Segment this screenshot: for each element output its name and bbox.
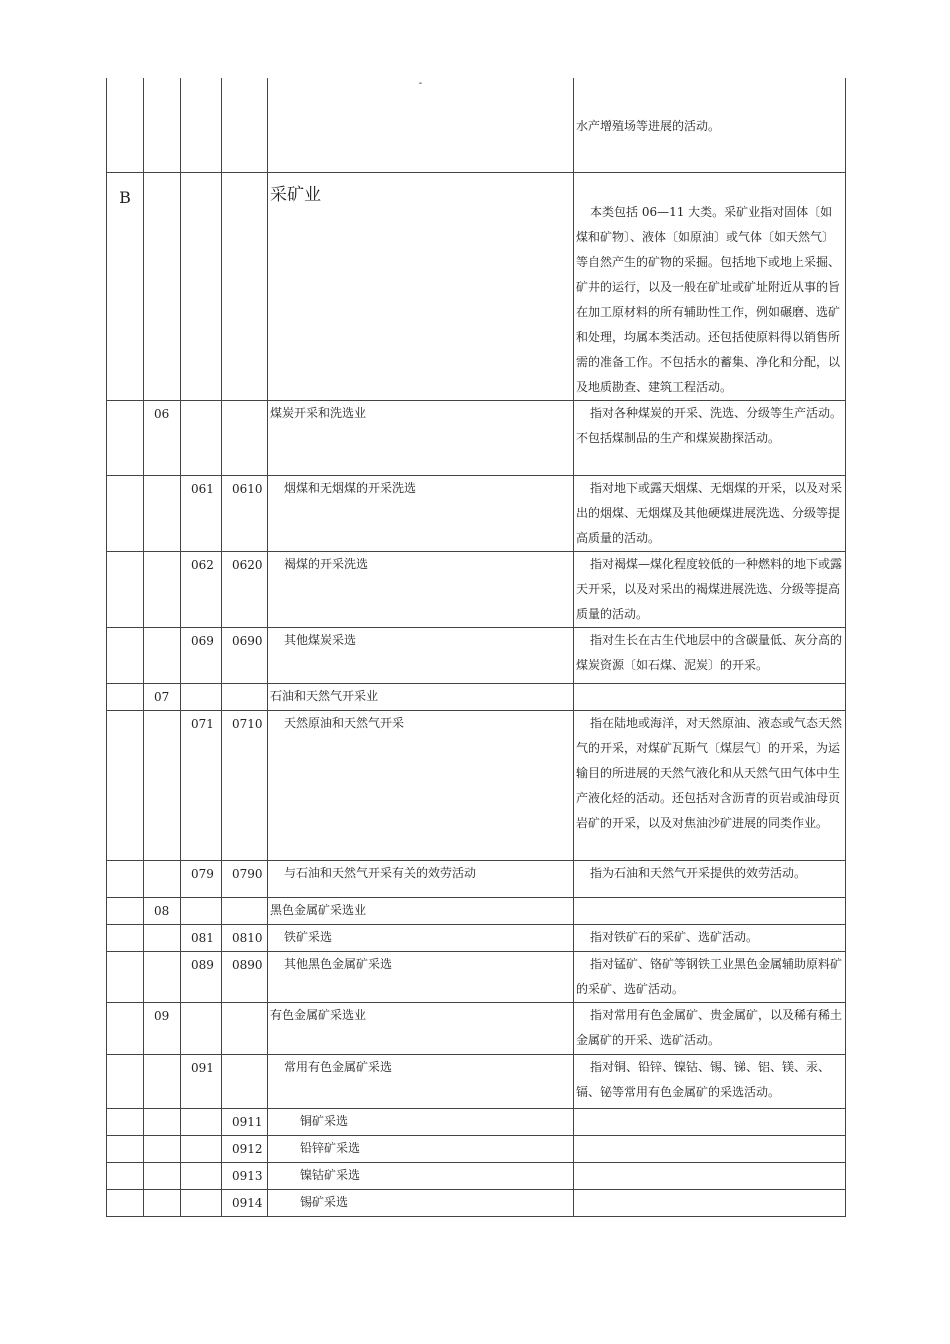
table-body <box>107 400 846 1216</box>
small-code <box>222 924 268 951</box>
small-code <box>222 1135 268 1162</box>
minor-code-text: 079 <box>191 866 214 881</box>
section-letter: B <box>107 172 144 400</box>
door-cell <box>107 1002 144 1054</box>
small-code <box>222 400 268 475</box>
small-code <box>222 951 268 1002</box>
category-name <box>268 475 574 551</box>
minor-code <box>181 924 222 951</box>
category-description-text: 指对铜、铅锌、镍钴、锡、锑、铝、镁、汞、镉、铋等常用有色金属矿的采选活动。 <box>576 1059 831 1099</box>
category-description <box>574 683 846 710</box>
minor-code-text: 061 <box>191 481 214 496</box>
small-code <box>222 710 268 860</box>
major-code <box>144 400 181 475</box>
category-name-text: 锡矿采选 <box>300 1194 349 1209</box>
major-code-text: 08 <box>154 903 170 918</box>
category-name <box>268 1108 574 1135</box>
category-description <box>574 475 846 551</box>
category-name-text: 铅锌矿采选 <box>300 1140 361 1155</box>
category-description-text: 指对生长在古生代地层中的含碳量低、灰分高的煤炭资源〔如石煤、泥炭〕的开采。 <box>576 632 843 672</box>
small-code-text: 0790 <box>232 866 263 881</box>
table-row <box>107 951 846 1002</box>
category-name <box>268 897 574 924</box>
category-name <box>268 551 574 627</box>
category-description-text: 指对铁矿石的采矿、选矿活动。 <box>590 929 759 944</box>
small-code <box>222 475 268 551</box>
minor-code <box>181 1002 222 1054</box>
small-cell <box>222 172 268 400</box>
minor-code <box>181 1054 222 1108</box>
category-description <box>574 924 846 951</box>
minor-code <box>181 551 222 627</box>
major-code <box>144 924 181 951</box>
category-description <box>574 1054 846 1108</box>
category-name <box>268 1002 574 1054</box>
major-code <box>144 683 181 710</box>
minor-code <box>181 897 222 924</box>
minor-code <box>181 400 222 475</box>
major-code <box>144 1135 181 1162</box>
small-code <box>222 1002 268 1054</box>
major-code-text: 09 <box>154 1008 170 1023</box>
category-name-text: 天然原油和天然气开采 <box>284 715 405 730</box>
category-description <box>574 1135 846 1162</box>
category-description-text: 指对各种煤炭的开采、洗选、分级等生产活动。不包括煤制品的生产和煤炭勘探活动。 <box>576 405 843 445</box>
small-code-text: 0890 <box>232 957 263 972</box>
category-description <box>574 1162 846 1189</box>
category-description <box>574 710 846 860</box>
category-name <box>268 1135 574 1162</box>
category-name-text: 褐煤的开采洗选 <box>284 556 369 571</box>
major-code <box>144 1002 181 1054</box>
table-row <box>107 475 846 551</box>
description-text: 本类包括 06—11 大类。采矿业指对固体〔如煤和矿物〕、液体〔如原油〕或气体〔如天然气〕等自然产生的矿物的采掘。包括地下或地上采掘、矿井的运行，以及一般在矿址或矿址附近从事的旨在加工原材料的所有辅助性工作，例如碾磨、选矿和处理，均属本类活动。还包括使原料得以销售所需的准备工作。不包括水的蓄集、净化和分配，以及地质勘查、建筑工程活动。 <box>576 204 841 394</box>
category-description-text: 指对常用有色金属矿、贵金属矿，以及稀有稀土金属矿的开采、选矿活动。 <box>576 1007 843 1047</box>
minor-code-text: 071 <box>191 716 214 731</box>
table-row <box>107 897 846 924</box>
minor-cell <box>181 172 222 400</box>
major-code <box>144 710 181 860</box>
category-description-text: 指对地下或露天烟煤、无烟煤的开采，以及对采出的烟煤、无烟煤及其他硬煤进展洗选、分级等提高质量的活动。 <box>576 480 843 545</box>
category-description <box>574 1002 846 1054</box>
door-cell <box>107 1135 144 1162</box>
category-name-text: 有色金属矿采选业 <box>270 1007 367 1022</box>
minor-code <box>181 683 222 710</box>
minor-code <box>181 1135 222 1162</box>
door-cell <box>107 710 144 860</box>
table-row <box>107 1002 846 1054</box>
minor-code <box>181 951 222 1002</box>
door-cell <box>107 683 144 710</box>
section-description <box>574 172 846 400</box>
door-cell <box>107 860 144 897</box>
category-name <box>268 1162 574 1189</box>
small-code <box>222 627 268 683</box>
small-code <box>222 683 268 710</box>
major-code <box>144 1189 181 1216</box>
category-name <box>268 951 574 1002</box>
small-code <box>222 1162 268 1189</box>
small-code-text: 0914 <box>232 1195 263 1210</box>
category-description <box>574 860 846 897</box>
category-name-text: 其他煤炭采选 <box>284 632 357 647</box>
category-name <box>268 1189 574 1216</box>
category-name-text: 其他黑色金属矿采选 <box>284 956 393 971</box>
door-cell <box>107 627 144 683</box>
minor-code-text: 081 <box>191 930 214 945</box>
small-code-text: 0620 <box>232 557 263 572</box>
category-description-text: 指在陆地或海洋，对天然原油、液态或气态天然气的开采，对煤矿瓦斯气〔煤层气〕的开采，为运输目的所进展的天然气液化和从天然气田气体中生产液化烃的活动。还包括对含沥青的页岩或油母页岩矿的开采，以及对焦油沙矿进展的同类作业。 <box>576 715 843 830</box>
category-description-text: 指对锰矿、铬矿等钢铁工业黑色金属辅助原料矿的采矿、选矿活动。 <box>576 956 843 996</box>
table-row <box>107 400 846 475</box>
small-code-text: 0912 <box>232 1141 263 1156</box>
industry-classification-table <box>106 78 846 1217</box>
door-cell <box>107 551 144 627</box>
door-cell <box>107 951 144 1002</box>
major-code <box>144 951 181 1002</box>
category-name <box>268 860 574 897</box>
small-code-text: 0810 <box>232 930 263 945</box>
table-row <box>107 1135 846 1162</box>
table-row <box>107 78 846 172</box>
category-name <box>268 924 574 951</box>
minor-code <box>181 475 222 551</box>
major-code <box>144 1054 181 1108</box>
category-name-text: 煤炭开采和洗选业 <box>270 405 367 420</box>
category-description <box>574 951 846 1002</box>
category-name-text: 与石油和天然气开采有关的效劳活动 <box>284 865 477 880</box>
minor-code <box>181 860 222 897</box>
table-row <box>107 1108 846 1135</box>
small-code <box>222 860 268 897</box>
small-code <box>222 551 268 627</box>
category-name <box>268 400 574 475</box>
table-row <box>107 710 846 860</box>
small-code <box>222 1189 268 1216</box>
major-code <box>144 1162 181 1189</box>
category-name-text: 铁矿采选 <box>284 929 333 944</box>
small-code <box>222 1054 268 1108</box>
table-row <box>107 627 846 683</box>
category-name-text: 镍钴矿采选 <box>300 1167 361 1182</box>
dash-mark: - <box>418 78 423 89</box>
category-description <box>574 400 846 475</box>
category-name <box>268 710 574 860</box>
major-code <box>144 860 181 897</box>
category-name-text: 黑色金属矿采选业 <box>270 902 367 917</box>
table-row <box>107 924 846 951</box>
door-cell <box>107 897 144 924</box>
major-code <box>144 551 181 627</box>
category-name <box>268 627 574 683</box>
category-description <box>574 627 846 683</box>
category-name-text: 烟煤和无烟煤的开采洗选 <box>284 480 417 495</box>
major-code <box>144 1108 181 1135</box>
section-name: 采矿业 <box>268 172 574 400</box>
small-code-text: 0710 <box>232 716 263 731</box>
category-name-text: 铜矿采选 <box>300 1113 349 1128</box>
minor-code <box>181 627 222 683</box>
minor-code <box>181 710 222 860</box>
major-code <box>144 897 181 924</box>
major-code-text: 06 <box>154 406 170 421</box>
category-description <box>574 551 846 627</box>
small-code-text: 0913 <box>232 1168 263 1183</box>
category-description <box>574 1108 846 1135</box>
minor-code-text: 089 <box>191 957 214 972</box>
door-cell <box>107 1108 144 1135</box>
table-row <box>107 551 846 627</box>
major-code <box>144 627 181 683</box>
small-code-text: 0610 <box>232 481 263 496</box>
description-cell <box>574 78 846 172</box>
category-description <box>574 1189 846 1216</box>
category-name-text: 石油和天然气开采业 <box>270 688 379 703</box>
category-description-text: 指为石油和天然气开采提供的效劳活动。 <box>590 865 807 880</box>
table-row <box>107 683 846 710</box>
minor-cell <box>181 78 222 172</box>
category-description <box>574 897 846 924</box>
section-row <box>107 172 846 400</box>
small-code <box>222 1108 268 1135</box>
description-text: 水产增殖场等进展的活动。 <box>576 119 721 133</box>
door-cell <box>107 1054 144 1108</box>
category-name-text: 常用有色金属矿采选 <box>284 1059 393 1074</box>
category-name <box>268 1054 574 1108</box>
small-code-text: 0690 <box>232 633 263 648</box>
minor-code-text: 062 <box>191 557 214 572</box>
major-cell <box>144 78 181 172</box>
minor-code <box>181 1189 222 1216</box>
table-row <box>107 1162 846 1189</box>
major-cell <box>144 172 181 400</box>
minor-code-text: 091 <box>191 1060 214 1075</box>
category-description-text: 指对褐煤—煤化程度较低的一种燃料的地下或露天开采，以及对采出的褐煤进展洗选、分级等提高质量的活动。 <box>576 556 843 621</box>
minor-code-text: 069 <box>191 633 214 648</box>
small-code-text: 0911 <box>232 1114 263 1129</box>
door-cell <box>107 78 144 172</box>
table-row <box>107 860 846 897</box>
category-name <box>268 683 574 710</box>
door-cell <box>107 400 144 475</box>
small-code <box>222 897 268 924</box>
door-cell <box>107 1162 144 1189</box>
table-row <box>107 1054 846 1108</box>
name-cell <box>268 78 574 172</box>
major-code-text: 07 <box>154 689 170 704</box>
small-cell <box>222 78 268 172</box>
door-cell <box>107 924 144 951</box>
major-code <box>144 475 181 551</box>
door-cell <box>107 475 144 551</box>
table-row <box>107 1189 846 1216</box>
minor-code <box>181 1108 222 1135</box>
door-cell <box>107 1189 144 1216</box>
minor-code <box>181 1162 222 1189</box>
